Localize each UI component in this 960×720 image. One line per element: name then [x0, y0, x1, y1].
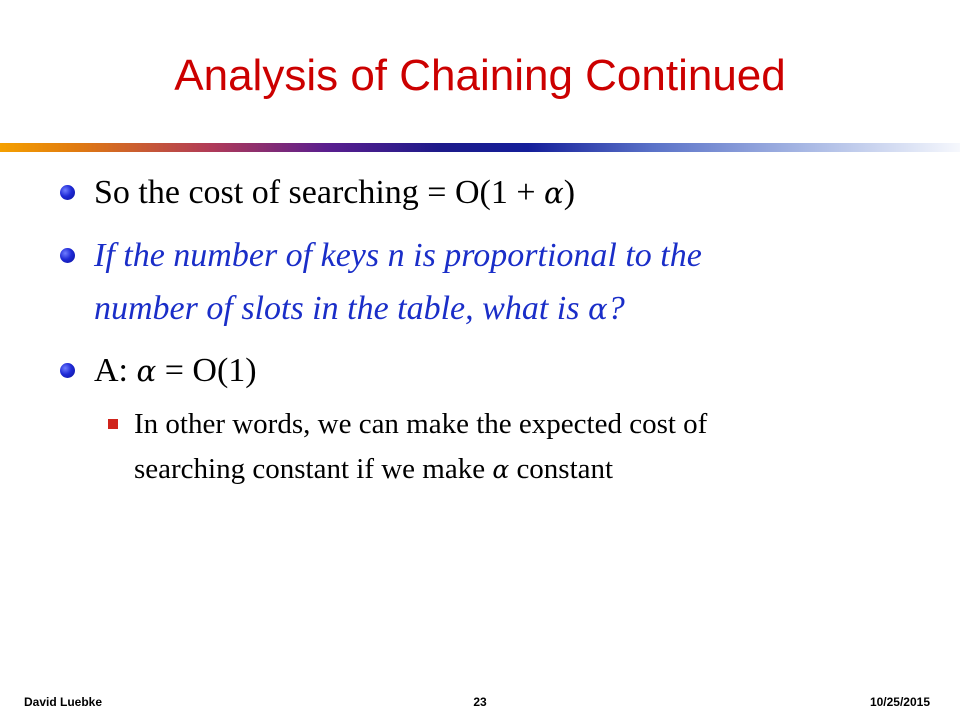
question-line-2 [94, 286, 625, 332]
alpha-symbol: α [587, 292, 608, 326]
answer-text [94, 348, 257, 394]
slide-title: Analysis of Chaining Continued [174, 51, 786, 100]
text-segment: constant [509, 453, 614, 485]
sub-bullet-line-2 [134, 450, 613, 489]
text-segment: So the cost of searching = O(1 + [94, 174, 545, 211]
bullet-dot-icon [60, 248, 75, 263]
alpha-symbol: α [136, 354, 157, 388]
sub-bullet-square-icon [108, 419, 118, 429]
footer-date: 10/25/2015 [869, 695, 930, 709]
footer-author: David Luebke [24, 695, 103, 709]
bullet-dot-icon [60, 363, 75, 378]
text-segment: ) [563, 174, 576, 211]
text-segment: A: [94, 352, 137, 389]
question-line-1: If the number of keys n is proportional to the [94, 237, 702, 274]
bullet-dot-icon [60, 185, 75, 200]
text-segment: number of slots in the table, what is [94, 290, 588, 327]
text-segment: ? [607, 290, 625, 327]
footer-page-number: 23 [473, 695, 487, 709]
sub-bullet-line-1: In other words, we can make the expected cost of [134, 408, 708, 440]
text-segment: searching constant if we make [134, 453, 493, 485]
bullet-text [94, 170, 575, 216]
alpha-symbol: α [492, 455, 510, 484]
alpha-symbol: α [544, 176, 564, 210]
text-segment: = O(1) [156, 352, 257, 389]
